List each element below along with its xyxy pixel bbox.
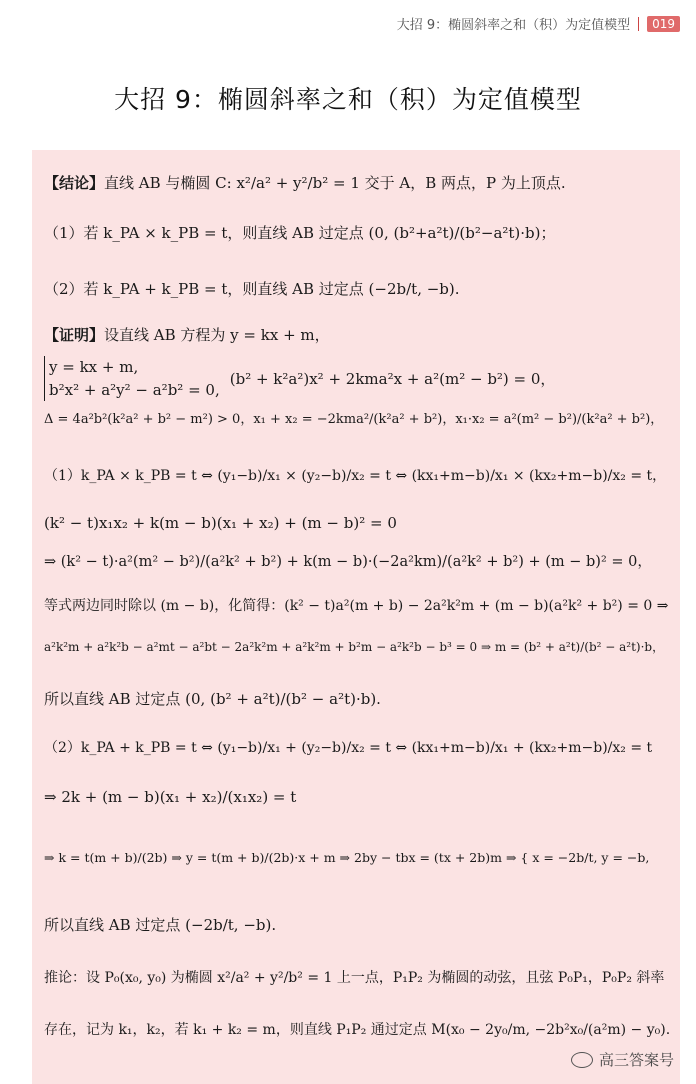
part1-line-6: 所以直线 AB 过定点 (0, (b² + a²t)/(b² − a²t)·b). <box>44 690 381 708</box>
conclusion-line <box>44 174 670 192</box>
part2-line-1: （2）k_PA + k_PB = t ⇔ (y₁−b)/x₁ + (y₂−b)/x₂ = t ⇔ (kx₁+m−b)/x₁ + (kx₂+m−b)/x₂ = t <box>44 740 653 756</box>
proof-label: 【证明】 <box>44 326 105 344</box>
part2-line-3: ⇒ k = t(m + b)/(2b) ⇒ y = t(m + b)/(2b)·x + m ⇒ 2by − tbx = (tx + 2b)m ⇒ { x = −2b/t, y = −b, <box>44 850 650 865</box>
page-title: 大招 9：椭圆斜率之和（积）为定值模型 <box>114 85 582 114</box>
system-eq-1: y = kx + m, <box>49 358 139 376</box>
part1-line-2: (k² − t)x₁x₂ + k(m − b)(x₁ + x₂) + (m − b)² = 0 <box>44 514 397 532</box>
conclusion-text: 直线 AB 与椭圆 C: x²/a² + y²/b² = 1 交于 A，B 两点，P 为上顶点. <box>104 174 566 192</box>
part1-line-3: ⇒ (k² − t)·a²(m² − b²)/(a²k² + b²) + k(m − b)·(−2a²km)/(a²k² + b²) + (m − b)² = 0， <box>44 554 652 570</box>
page-number: 019 <box>647 16 680 32</box>
proof-system-line <box>44 356 670 401</box>
delta-line: Δ = 4a²b²(k²a² + b² − m²) > 0，x₁ + x₂ = −2kma²/(k²a² + b²)，x₁·x₂ = a²(m² − b²)/(k²a² + b²)， <box>44 412 664 427</box>
content-box <box>32 150 680 1084</box>
quadratic-equation: (b² + k²a²)x² + 2kma²x + a²(m² − b²) = 0， <box>229 369 556 388</box>
header-divider <box>638 17 639 31</box>
conclusion-label: 【结论】 <box>44 174 105 192</box>
running-title: 大招 9：椭圆斜率之和（积）为定值模型 <box>396 18 631 33</box>
conclusion-case-1: （1）若 k_PA × k_PB = t，则直线 AB 过定点 (0, (b²+a²t)/(b²−a²t)·b)； <box>44 224 556 242</box>
conclusion-case-2: （2）若 k_PA + k_PB = t，则直线 AB 过定点 (−2b/t, −b). <box>44 280 460 298</box>
running-header <box>397 14 680 33</box>
equation-system <box>44 356 220 401</box>
part2-line-4: 所以直线 AB 过定点 (−2b/t, −b). <box>44 916 277 934</box>
wechat-logo-icon <box>571 1052 593 1068</box>
watermark-text: 高三答案号 <box>598 1051 674 1069</box>
corollary-line-2: 存在，记为 k₁，k₂，若 k₁ + k₂ = m，则直线 P₁P₂ 通过定点 M(x₀ − 2y₀/m, −2b²x₀/(a²m) − y₀). <box>44 1022 671 1038</box>
watermark <box>571 1049 674 1070</box>
proof-intro-line <box>44 326 670 344</box>
proof-intro: 设直线 AB 方程为 y = kx + m， <box>104 326 330 344</box>
system-eq-2: b²x² + a²y² − a²b² = 0, <box>49 380 220 399</box>
part1-line-4: 等式两边同时除以 (m − b)，化简得：(k² − t)a²(m + b) − 2a²k²m + (m − b)(a²k² + b²) = 0 ⇒ <box>44 598 669 614</box>
corollary-line-1: 推论：设 P₀(x₀, y₀) 为椭圆 x²/a² + y²/b² = 1 上一点，P₁P₂ 为椭圆的动弦，且弦 P₀P₁，P₀P₂ 斜率 <box>44 970 665 986</box>
part1-line-5: a²k²m + a²k²b − a²mt − a²bt − 2a²k²m + a²k²m + b²m − a²k²b − b³ = 0 ⇒ m = (b² + a²t)/(b² − a²t)·b， <box>44 640 665 654</box>
part1-line-1: （1）k_PA × k_PB = t ⇔ (y₁−b)/x₁ × (y₂−b)/x₂ = t ⇔ (kx₁+m−b)/x₁ × (kx₂+m−b)/x₂ = t， <box>44 468 667 484</box>
part2-line-2: ⇒ 2k + (m − b)(x₁ + x₂)/(x₁x₂) = t <box>44 788 297 806</box>
